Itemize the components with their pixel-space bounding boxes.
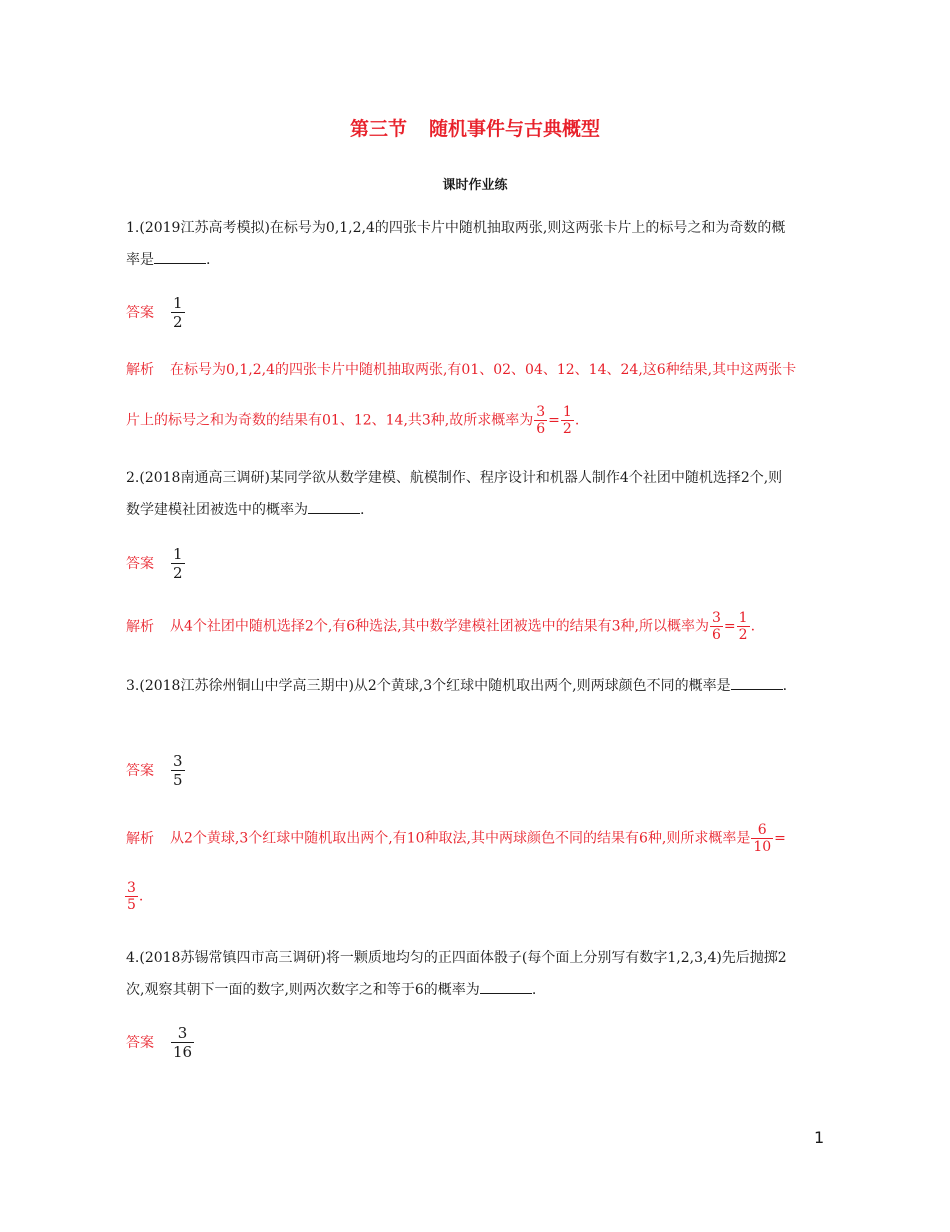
q3-analysis-line1: 解析 从2个黄球,3个红球中随机取出两个,有10种取法,其中两球颜色不同的结果有6种,则所求概率是 $\frac{6}{10}$ = (126, 822, 786, 855)
answer-label: 答案 (126, 762, 154, 779)
q2-answer (126, 545, 186, 582)
fraction: $\frac{6}{10}$ (753, 822, 772, 855)
q4-text-line1: 4.(2018苏锡常镇四市高三调研)将一颗质地均匀的正四面体骰子(每个面上分别写有数字1,2,3,4)先后抛掷2 (126, 950, 787, 966)
fraction: $\frac{3}{6}$ (711, 610, 721, 643)
fraction: $\frac{3}{5}$ (127, 880, 136, 913)
q4-text-line2: 次,观察其朝下一面的数字,则两次数字之和等于6的概率为 . (126, 982, 537, 998)
q1-analysis-line1: 解析 在标号为0,1,2,4的四张卡片中随机抽取两张,有01、02、04、12、14、24,这6种结果,其中这两张卡 (126, 362, 797, 378)
answer-fraction: $\frac{3}{16}$ (173, 1024, 193, 1061)
section-number: 第三节 (349, 118, 407, 140)
analysis-label: 解析 (126, 830, 154, 847)
q1-text-line1: 1.(2019江苏高考模拟)在标号为0,1,2,4的四张卡片中随机抽取两张,则这两张卡片上的标号之和为奇数的概 (126, 220, 786, 236)
fraction: $\frac{3}{6}$ (536, 404, 546, 437)
section-title: 随机事件与古典概型 (429, 118, 601, 140)
q2-text-line2: 数学建模社团被选中的概率为 . (126, 502, 365, 518)
q1-text-line2: 率是 . (126, 252, 211, 268)
page-subtitle: 课时作业练 (442, 178, 508, 193)
answer-blank (308, 501, 360, 514)
answer-blank (731, 677, 783, 690)
q3-answer (126, 752, 186, 789)
answer-blank (154, 251, 206, 264)
q3-analysis-line2: $\frac{3}{5}$ . (127, 880, 144, 913)
answer-label: 答案 (126, 555, 154, 572)
analysis-label: 解析 (126, 618, 154, 635)
q1-analysis-line2: 片上的标号之和为奇数的结果有01、12、14,共3种,故所求概率为 $\frac{3}{6}$ = $\frac{1}{2}$ . (126, 404, 580, 437)
fraction: $\frac{1}{2}$ (738, 610, 748, 643)
page-number: 1 (814, 1128, 825, 1147)
page-title (0, 114, 950, 141)
fraction: $\frac{1}{2}$ (562, 404, 572, 437)
answer-fraction: $\frac{3}{5}$ (173, 752, 183, 789)
answer-label: 答案 (126, 1034, 154, 1051)
q2-analysis-line1: 解析 从4个社团中随机选择2个,有6种选法,其中数学建模社团被选中的结果有3种,所以概率为 $\frac{3}{6}$ = $\frac{1}{2}$ . (126, 610, 756, 643)
q1-answer (126, 294, 186, 331)
q3-text-line1: 3.(2018江苏徐州铜山中学高三期中)从2个黄球,3个红球中随机取出两个,则两球颜色不同的概率是 . (126, 678, 788, 694)
answer-fraction: $\frac{1}{2}$ (173, 294, 183, 331)
answer-fraction: $\frac{1}{2}$ (173, 545, 183, 582)
answer-label: 答案 (126, 304, 154, 321)
q4-answer (126, 1024, 195, 1061)
q2-text-line1: 2.(2018南通高三调研)某同学欲从数学建模、航模制作、程序设计和机器人制作4个社团中随机选择2个,则 (126, 470, 783, 486)
answer-blank (480, 981, 532, 994)
analysis-label: 解析 (126, 362, 154, 378)
